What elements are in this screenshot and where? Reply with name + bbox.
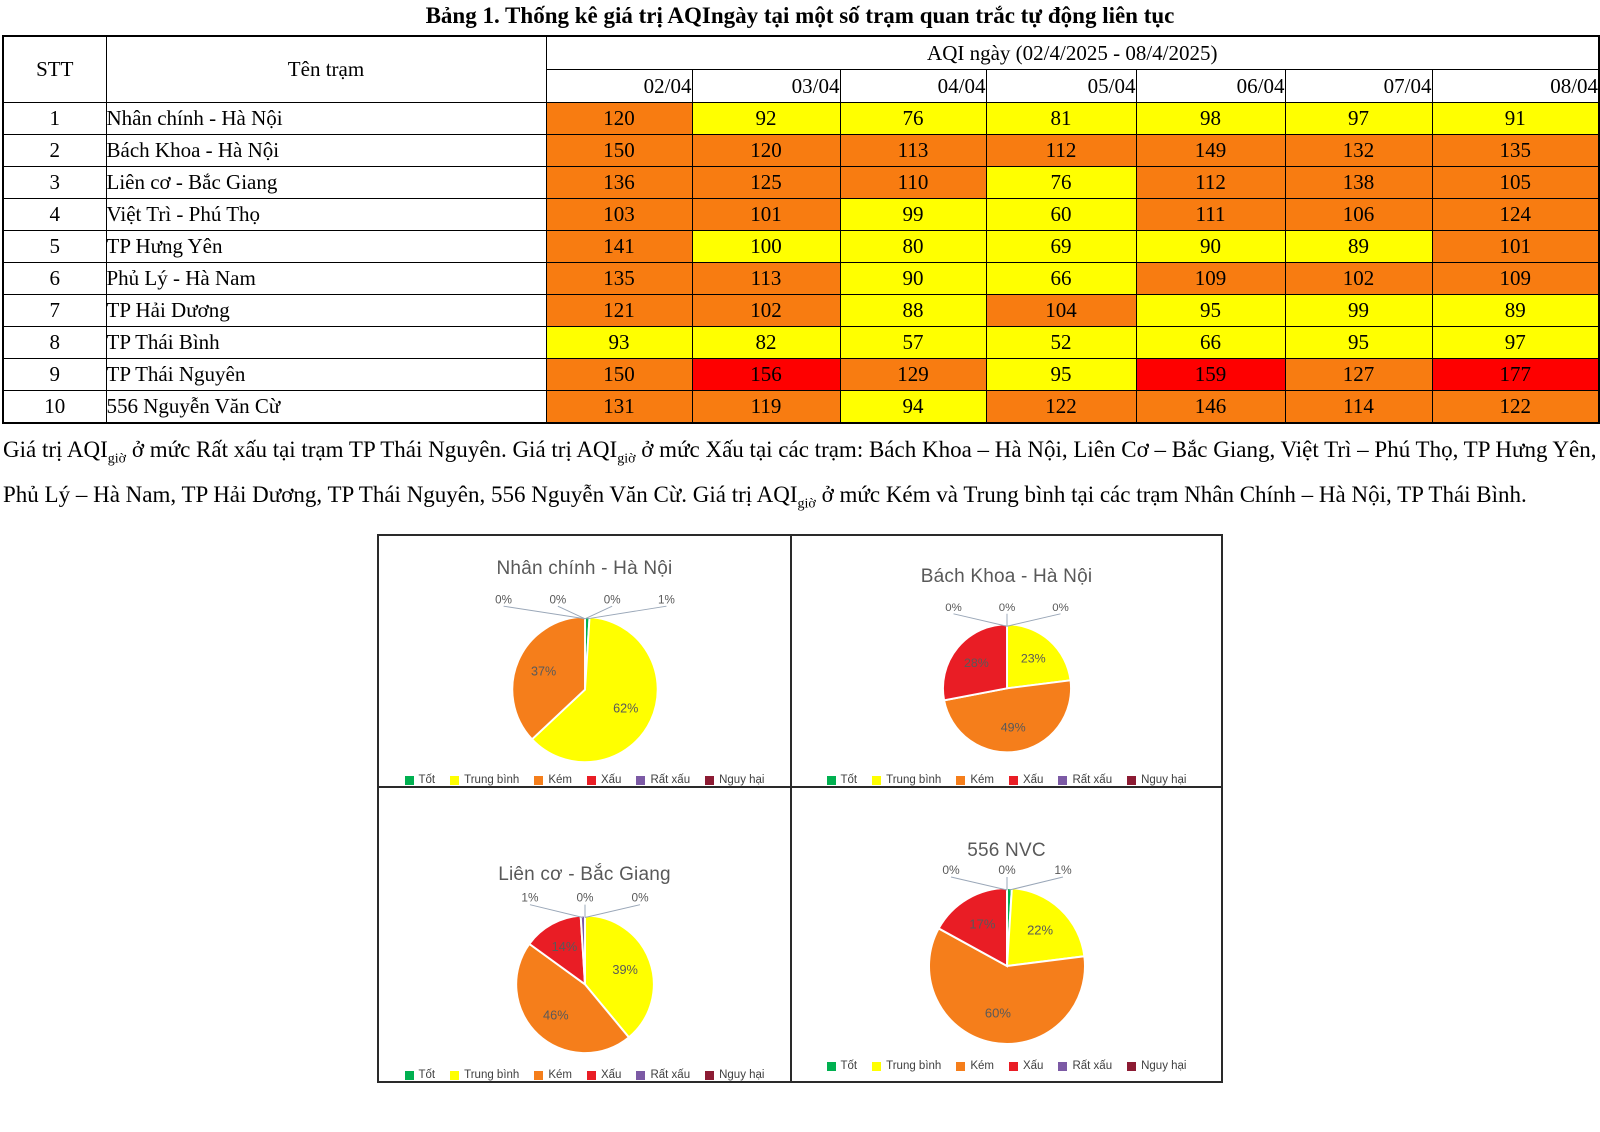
legend-item	[872, 774, 941, 786]
legend-swatch-icon	[587, 776, 596, 785]
column-header-date: 03/04	[692, 70, 840, 103]
legend-swatch-icon	[587, 1071, 596, 1080]
pie-data-label: 49%	[1000, 720, 1026, 735]
pie-data-label: 23%	[1020, 651, 1046, 666]
aqi-value-cell: 131	[546, 391, 692, 424]
legend-label: Nguy hại	[1141, 774, 1187, 786]
pie-data-label: 14%	[551, 938, 577, 954]
legend-label: Tốt	[840, 774, 858, 786]
pie-panel-bach-khoa	[792, 536, 1221, 788]
legend-item	[450, 1069, 519, 1081]
row-index: 10	[3, 391, 106, 424]
station-name: Liên cơ - Bắc Giang	[106, 167, 546, 199]
aqi-value-cell: 100	[692, 231, 840, 263]
aqi-value-cell: 82	[692, 327, 840, 359]
legend-swatch-icon	[827, 1062, 836, 1071]
aqi-value-cell: 52	[986, 327, 1136, 359]
table-row	[3, 391, 1599, 424]
aqi-value-cell: 113	[840, 135, 986, 167]
aqi-value-cell: 156	[692, 359, 840, 391]
note-subscript: giờ	[617, 451, 636, 467]
table-row	[3, 327, 1599, 359]
aqi-value-cell: 99	[1285, 295, 1432, 327]
legend-label: Trung bình	[464, 1069, 520, 1081]
legend-label: Tốt	[840, 1060, 858, 1072]
aqi-value-cell: 122	[1432, 391, 1599, 424]
aqi-value-cell: 109	[1432, 263, 1599, 295]
legend-item	[1058, 774, 1112, 786]
table-row	[3, 295, 1599, 327]
table-row	[3, 199, 1599, 231]
row-index: 5	[3, 231, 106, 263]
aqi-value-cell: 81	[986, 103, 1136, 135]
pie-data-label: 0%	[575, 891, 594, 905]
pie-data-label: 0%	[997, 863, 1016, 877]
chart-title: Nhân chính - Hà Nội	[496, 558, 673, 579]
aqi-value-cell: 66	[986, 263, 1136, 295]
chart-legend	[405, 774, 765, 786]
note-text: ở mức Xấu tại các trạm: Bách Khoa – Hà Nội, Liên Cơ – Bắc Giang, Việt Trì – Phú Thọ, TP Hưng Yên, Phủ Lý – Hà Nam, TP Hải Dương, TP Thái Nguyên, 556 Nguyễn Văn Cừ. Giá trị AQI	[3, 437, 1597, 507]
legend-item	[1058, 1060, 1112, 1072]
aqi-value-cell: 57	[840, 327, 986, 359]
legend-label: Kém	[548, 1069, 572, 1081]
aqi-value-cell: 127	[1285, 359, 1432, 391]
station-name: Việt Trì - Phú Thọ	[106, 199, 546, 231]
pie-data-label: 0%	[944, 601, 962, 614]
aqi-value-cell: 80	[840, 231, 986, 263]
legend-item	[636, 1069, 690, 1081]
legend-label: Trung bình	[886, 774, 942, 786]
aqi-value-cell: 135	[546, 263, 692, 295]
aqi-value-cell: 99	[840, 199, 986, 231]
legend-swatch-icon	[636, 776, 645, 785]
aqi-value-cell: 120	[692, 135, 840, 167]
label-leader-line	[529, 905, 582, 918]
legend-item	[872, 1060, 941, 1072]
aqi-value-cell: 150	[546, 359, 692, 391]
column-header-date: 04/04	[840, 70, 986, 103]
aqi-value-cell: 95	[986, 359, 1136, 391]
legend-swatch-icon	[827, 776, 836, 785]
pie-data-label: 28%	[963, 655, 989, 670]
legend-item	[705, 774, 764, 786]
chart-title: Liên cơ - Bắc Giang	[498, 864, 671, 885]
aqi-value-cell: 146	[1136, 391, 1285, 424]
legend-label: Trung bình	[886, 1060, 942, 1072]
chart-title: 556 NVC	[967, 840, 1046, 861]
pie-data-label: 1%	[520, 891, 538, 905]
station-name: Phủ Lý - Hà Nam	[106, 263, 546, 295]
note-text: ở mức Rất xấu tại trạm TP Thái Nguyên. Giá trị AQI	[126, 437, 618, 462]
pie-panel-lien-co	[379, 788, 792, 1081]
legend-swatch-icon	[1058, 1062, 1067, 1071]
legend-label: Tốt	[418, 1069, 436, 1081]
column-header-date: 02/04	[546, 70, 692, 103]
legend-item	[587, 1069, 621, 1081]
pie-panel-nhan-chinh	[379, 536, 792, 788]
column-header-stt: STT	[3, 36, 106, 103]
station-name: TP Hải Dương	[106, 295, 546, 327]
column-header-date: 08/04	[1432, 70, 1599, 103]
legend-label: Tốt	[418, 774, 436, 786]
aqi-value-cell: 135	[1432, 135, 1599, 167]
legend-label: Nguy hại	[1141, 1060, 1187, 1072]
legend-swatch-icon	[872, 776, 881, 785]
aqi-value-cell: 94	[840, 391, 986, 424]
pie-data-label: 39%	[611, 961, 638, 977]
row-index: 7	[3, 295, 106, 327]
aqi-table	[2, 35, 1600, 424]
aqi-value-cell: 112	[986, 135, 1136, 167]
table-caption: Bảng 1. Thống kê giá trị AQIngày tại một số trạm quan trắc tự động liên tục	[425, 3, 1175, 28]
pie-data-label: 0%	[1051, 601, 1069, 614]
legend-swatch-icon	[534, 1071, 543, 1080]
legend-item	[405, 774, 436, 786]
aqi-value-cell: 141	[546, 231, 692, 263]
aqi-value-cell: 98	[1136, 103, 1285, 135]
legend-item	[636, 774, 690, 786]
chart-legend	[827, 774, 1187, 786]
pie-data-label: 37%	[530, 664, 556, 679]
note-paragraph	[3, 432, 1597, 521]
note-subscript: giờ	[107, 451, 127, 467]
legend-swatch-icon	[1009, 776, 1018, 785]
aqi-value-cell: 90	[1136, 231, 1285, 263]
aqi-value-cell: 101	[1432, 231, 1599, 263]
legend-item	[827, 1060, 858, 1072]
legend-label: Nguy hại	[719, 774, 765, 786]
column-header-date: 07/04	[1285, 70, 1432, 103]
aqi-value-cell: 111	[1136, 199, 1285, 231]
legend-swatch-icon	[534, 776, 543, 785]
pie-data-label: 0%	[631, 891, 649, 905]
column-header-date: 06/04	[1136, 70, 1285, 103]
aqi-value-cell: 121	[546, 295, 692, 327]
aqi-value-cell: 97	[1285, 103, 1432, 135]
aqi-value-cell: 138	[1285, 167, 1432, 199]
legend-label: Xấu	[1022, 1060, 1044, 1072]
legend-swatch-icon	[956, 1062, 965, 1071]
pie-data-label: 62%	[612, 701, 638, 716]
row-index: 6	[3, 263, 106, 295]
pie-data-label: 1%	[657, 593, 675, 607]
pie-data-label: 22%	[1026, 922, 1053, 938]
legend-item	[827, 774, 858, 786]
row-index: 3	[3, 167, 106, 199]
legend-item	[534, 1069, 572, 1081]
legend-label: Rất xấu	[1072, 774, 1113, 786]
aqi-value-cell: 76	[840, 103, 986, 135]
legend-swatch-icon	[705, 1071, 714, 1080]
aqi-value-cell: 92	[692, 103, 840, 135]
pie-data-label: 17%	[968, 916, 995, 932]
row-index: 2	[3, 135, 106, 167]
legend-swatch-icon	[636, 1071, 645, 1080]
legend-item	[405, 1069, 436, 1081]
aqi-value-cell: 95	[1285, 327, 1432, 359]
aqi-value-cell: 122	[986, 391, 1136, 424]
pie-data-label: 46%	[542, 1007, 569, 1023]
legend-label: Nguy hại	[719, 1069, 765, 1081]
label-leader-line	[503, 606, 584, 619]
label-leader-line	[1007, 614, 1061, 626]
aqi-value-cell: 104	[986, 295, 1136, 327]
legend-swatch-icon	[956, 776, 965, 785]
row-index: 4	[3, 199, 106, 231]
pie-data-label: 0%	[941, 863, 960, 877]
legend-swatch-icon	[1009, 1062, 1018, 1071]
row-index: 9	[3, 359, 106, 391]
row-index: 1	[3, 103, 106, 135]
aqi-value-cell: 93	[546, 327, 692, 359]
aqi-value-cell: 76	[986, 167, 1136, 199]
note-subscript: giờ	[797, 496, 816, 512]
aqi-value-cell: 90	[840, 263, 986, 295]
legend-swatch-icon	[450, 1071, 459, 1080]
label-leader-line	[1009, 877, 1063, 890]
chart-title: Bách Khoa - Hà Nội	[920, 566, 1093, 587]
legend-swatch-icon	[1058, 776, 1067, 785]
legend-label: Xấu	[600, 774, 622, 786]
aqi-value-cell: 102	[1285, 263, 1432, 295]
pie-data-label: 0%	[603, 593, 621, 607]
legend-label: Xấu	[1022, 774, 1044, 786]
legend-swatch-icon	[1127, 776, 1136, 785]
legend-item	[956, 774, 994, 786]
table-row	[3, 103, 1599, 135]
aqi-value-cell: 125	[692, 167, 840, 199]
note-text: Giá trị AQI	[3, 437, 108, 462]
aqi-value-cell: 132	[1285, 135, 1432, 167]
legend-label: Rất xấu	[650, 774, 691, 786]
aqi-value-cell: 149	[1136, 135, 1285, 167]
charts-container	[377, 534, 1223, 1083]
station-name: TP Thái Bình	[106, 327, 546, 359]
note-text: ở mức Kém và Trung bình tại các trạm Nhân Chính – Hà Nội, TP Thái Bình.	[815, 481, 1527, 507]
pie-chart	[405, 886, 765, 1061]
aqi-value-cell: 120	[546, 103, 692, 135]
legend-item	[1009, 774, 1043, 786]
station-name: Nhân chính - Hà Nội	[106, 103, 546, 135]
aqi-value-cell: 113	[692, 263, 840, 295]
legend-swatch-icon	[872, 1062, 881, 1071]
column-header-group: AQI ngày (02/4/2025 - 08/4/2025)	[546, 36, 1599, 70]
row-index: 8	[3, 327, 106, 359]
legend-item	[1009, 1060, 1043, 1072]
legend-swatch-icon	[1127, 1062, 1136, 1071]
station-name: Bách Khoa - Hà Nội	[106, 135, 546, 167]
pie-data-label: 0%	[998, 601, 1015, 614]
pie-chart	[405, 580, 765, 770]
aqi-value-cell: 150	[546, 135, 692, 167]
legend-label: Trung bình	[464, 774, 520, 786]
aqi-value-cell: 177	[1432, 359, 1599, 391]
legend-item	[705, 1069, 764, 1081]
pie-data-label: 60%	[984, 1005, 1011, 1021]
aqi-value-cell: 102	[692, 295, 840, 327]
pie-chart	[827, 588, 1187, 760]
aqi-value-cell: 106	[1285, 199, 1432, 231]
aqi-value-cell: 105	[1432, 167, 1599, 199]
aqi-value-cell: 89	[1285, 231, 1432, 263]
legend-item	[587, 774, 621, 786]
table-row	[3, 359, 1599, 391]
legend-item	[534, 774, 572, 786]
pie-chart	[827, 862, 1187, 1052]
aqi-value-cell: 112	[1136, 167, 1285, 199]
legend-swatch-icon	[405, 776, 414, 785]
aqi-value-cell: 114	[1285, 391, 1432, 424]
aqi-value-cell: 110	[840, 167, 986, 199]
table-row	[3, 167, 1599, 199]
label-leader-line	[953, 614, 1007, 626]
aqi-value-cell: 119	[692, 391, 840, 424]
column-header-station: Tên trạm	[106, 36, 546, 103]
station-name: 556 Nguyễn Văn Cừ	[106, 391, 546, 424]
aqi-value-cell: 91	[1432, 103, 1599, 135]
table-row	[3, 135, 1599, 167]
table-row	[3, 263, 1599, 295]
legend-label: Rất xấu	[1072, 1060, 1113, 1072]
chart-legend	[827, 1060, 1187, 1072]
legend-item	[450, 774, 519, 786]
aqi-value-cell: 101	[692, 199, 840, 231]
pie-data-label: 0%	[548, 593, 566, 607]
column-header-date: 05/04	[986, 70, 1136, 103]
aqi-value-cell: 159	[1136, 359, 1285, 391]
aqi-value-cell: 66	[1136, 327, 1285, 359]
aqi-value-cell: 60	[986, 199, 1136, 231]
legend-swatch-icon	[450, 776, 459, 785]
chart-legend	[405, 1069, 765, 1081]
label-leader-line	[585, 905, 640, 918]
pie-data-label: 1%	[1053, 863, 1072, 877]
legend-label: Kém	[548, 774, 572, 786]
table-row	[3, 231, 1599, 263]
station-name: TP Thái Nguyên	[106, 359, 546, 391]
aqi-value-cell: 136	[546, 167, 692, 199]
aqi-value-cell: 103	[546, 199, 692, 231]
aqi-value-cell: 95	[1136, 295, 1285, 327]
legend-item	[1127, 1060, 1186, 1072]
legend-item	[956, 1060, 994, 1072]
aqi-value-cell: 97	[1432, 327, 1599, 359]
aqi-value-cell: 88	[840, 295, 986, 327]
pie-data-label: 0%	[494, 593, 512, 607]
aqi-value-cell: 124	[1432, 199, 1599, 231]
aqi-value-cell: 89	[1432, 295, 1599, 327]
legend-swatch-icon	[705, 776, 714, 785]
legend-item	[1127, 774, 1186, 786]
label-leader-line	[951, 877, 1007, 890]
legend-label: Kém	[970, 774, 994, 786]
station-name: TP Hưng Yên	[106, 231, 546, 263]
legend-swatch-icon	[405, 1071, 414, 1080]
legend-label: Kém	[970, 1060, 994, 1072]
legend-label: Xấu	[600, 1069, 622, 1081]
aqi-value-cell: 69	[986, 231, 1136, 263]
aqi-value-cell: 109	[1136, 263, 1285, 295]
legend-label: Rất xấu	[650, 1069, 691, 1081]
pie-panel-556-nvc	[792, 788, 1221, 1081]
aqi-value-cell: 129	[840, 359, 986, 391]
